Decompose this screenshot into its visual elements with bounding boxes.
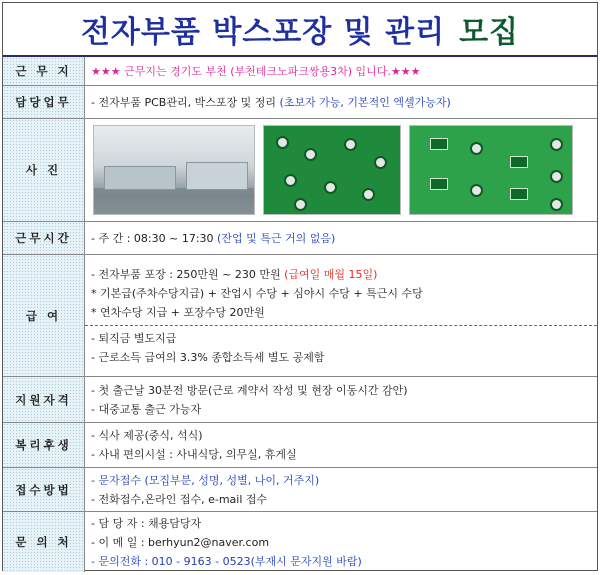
label-qualification: 지원자격	[3, 377, 85, 422]
salary-divider	[85, 325, 597, 326]
row-location	[3, 57, 597, 86]
row-duty	[3, 86, 597, 119]
salary-line2: * 기본급(주차수당지급) + 잔업시 수당 + 심야시 수당 + 특근시 수당	[91, 286, 423, 300]
label-welfare: 복리후생	[3, 423, 85, 467]
duty-note: (초보자 가능, 기본적인 엑셀가능자)	[279, 95, 451, 109]
hours-text: - 주 간 : 08:30 ~ 17:30	[91, 231, 214, 245]
row-contact	[3, 512, 597, 572]
label-duty: 담당업무	[3, 86, 85, 118]
salary-line4: - 퇴직금 별도지급	[91, 331, 177, 345]
label-contact: 문 의 처	[3, 512, 85, 572]
pcb-photo-2	[409, 125, 573, 215]
label-location: 근 무 지	[3, 57, 85, 85]
qualification-line2: - 대중교통 출근 가능자	[91, 402, 202, 416]
row-apply	[3, 468, 597, 512]
row-salary	[3, 255, 597, 377]
salary-line5: - 근로소득 급여의 3.3% 종합소득세 별도 공제함	[91, 350, 325, 364]
label-apply: 접수방법	[3, 468, 85, 511]
welfare-line1: - 식사 제공(중식, 석식)	[91, 429, 203, 442]
row-photos	[3, 119, 597, 222]
apply-line2: - 전화접수,온라인 접수, e-mail 접수	[91, 492, 268, 506]
page-title	[3, 3, 597, 57]
welfare-line2: - 사내 편의시설 : 사내식당, 의무실, 휴게실	[91, 448, 297, 461]
label-hours: 근무시간	[3, 222, 85, 254]
factory-photo	[93, 125, 255, 215]
contact-manager: - 담 당 자 : 채용담당자	[91, 516, 202, 530]
salary-line3: * 연차수당 지급 + 포장수당 20만원	[91, 305, 265, 319]
qualification-line1: - 첫 출근날 30분전 방문(근로 계약서 작성 및 현장 이동시간 감안)	[91, 383, 408, 397]
apply-line1: - 문자접수 (모집부분, 성명, 성별, 나이, 거주지)	[91, 473, 320, 487]
row-hours	[3, 222, 597, 255]
duty-text: - 전자부품 PCB관리, 박스포장 및 정리	[91, 95, 276, 109]
label-salary: 급 여	[3, 255, 85, 376]
location-text: ★★★ 근무지는 경기도 부천 (부천테크노파크쌍용3차) 입니다.★★★	[91, 64, 421, 78]
label-photos: 사 진	[3, 119, 85, 221]
job-posting	[2, 2, 598, 571]
contact-phone: - 문의전화 : 010 - 9163 - 0523(부재시 문자지원 바람)	[91, 554, 362, 568]
title-suffix: 모집	[459, 15, 520, 50]
row-welfare	[3, 423, 597, 468]
salary-line1: - 전자부품 포장 : 250만원 ~ 230 만원	[91, 267, 281, 281]
hours-note: (잔업 및 특근 거의 없음)	[217, 231, 336, 245]
row-qualification	[3, 377, 597, 423]
contact-email: - 이 메 일 : berhyun2@naver.com	[91, 535, 270, 549]
title-main: 전자부품 박스포장 및 관리	[80, 15, 446, 50]
pcb-photo-1	[263, 125, 401, 215]
salary-payday: (급여일 매월 15일)	[284, 267, 378, 281]
